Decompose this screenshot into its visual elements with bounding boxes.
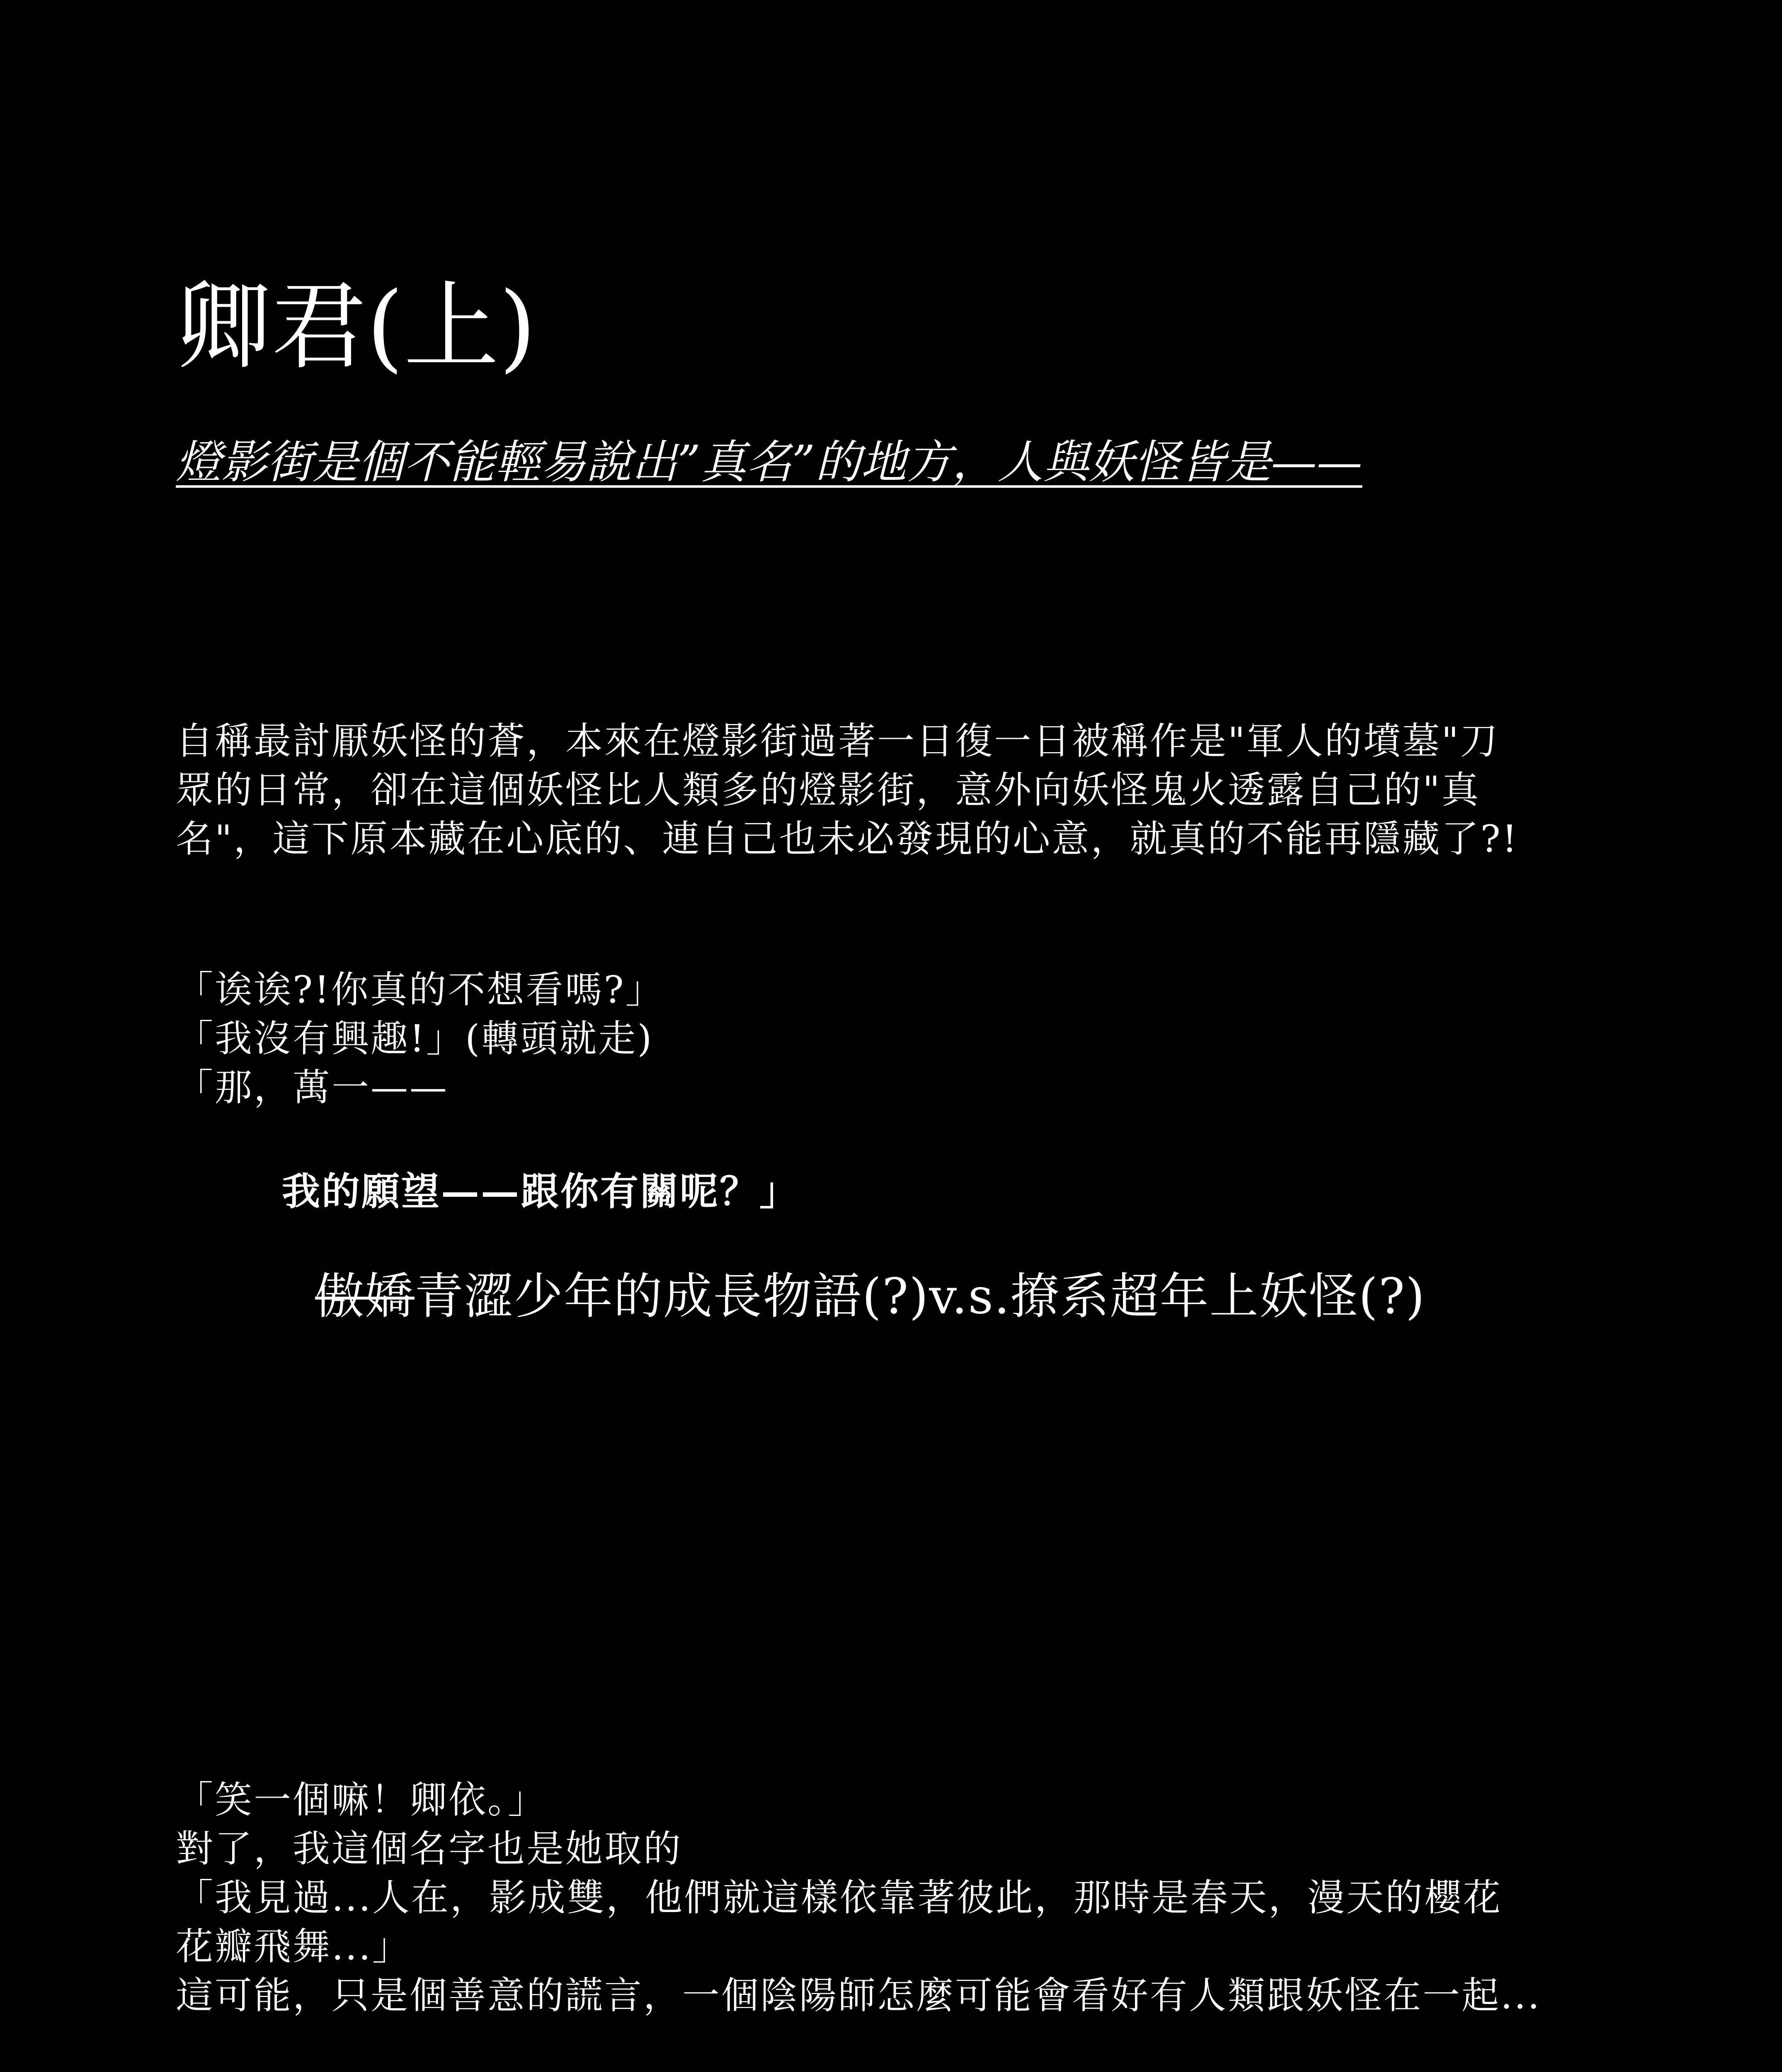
dialogue-line: 「那，萬一—— [176,1066,449,1109]
synopsis-line: 眾的日常，卻在這個妖怪比人類多的燈影街，意外向妖怪鬼火透露自己的"真 [176,768,1481,812]
wish-line: 我的願望——跟你有關呢？」 [282,1169,800,1214]
epilogue-line: 花瓣飛舞...」 [176,1925,411,1968]
synopsis-line: 名"，這下原本藏在心底的、連自己也未必發現的心意，就真的不能再隱藏了?! [176,817,1519,861]
epilogue-line: 「笑一個嘛！卿依。」 [176,1778,547,1822]
subtitle: 燈影街是個不能輕易說出”真名”的地方，人與妖怪皆是—— [176,436,1363,489]
synopsis-line: 自稱最討厭妖怪的蒼，本來在燈影街過著一日復一日被稱作是"軍人的墳墓"刀 [176,719,1499,763]
dialogue [176,966,664,1112]
synopsis [176,717,1519,864]
dialogue-line: 「我沒有興趣!」(轉頭就走) [176,1017,654,1060]
dialogue-line: 「诶诶?!你真的不想看嗎?」 [176,968,664,1012]
page-title: 卿君(上) [176,272,536,382]
epilogue-line: 這可能，只是個善意的謊言，一個陰陽師怎麼可能會看好有人類跟妖怪在一起... [176,1974,1541,2017]
epilogue-line: 對了，我這個名字也是她取的 [176,1827,682,1871]
tagline-text: 青澀少年的成長物語(?)v.s.撩系超年上妖怪(?) [415,1268,1426,1325]
epilogue-line: 「我見過...人在，影成雙，他們就這樣依靠著彼此，那時是春天，漫天的櫻花 [176,1876,1502,1920]
tagline [315,1263,1426,1329]
epilogue [176,1776,1541,2020]
tagline-struck-word: 傲嬌 [315,1268,415,1325]
